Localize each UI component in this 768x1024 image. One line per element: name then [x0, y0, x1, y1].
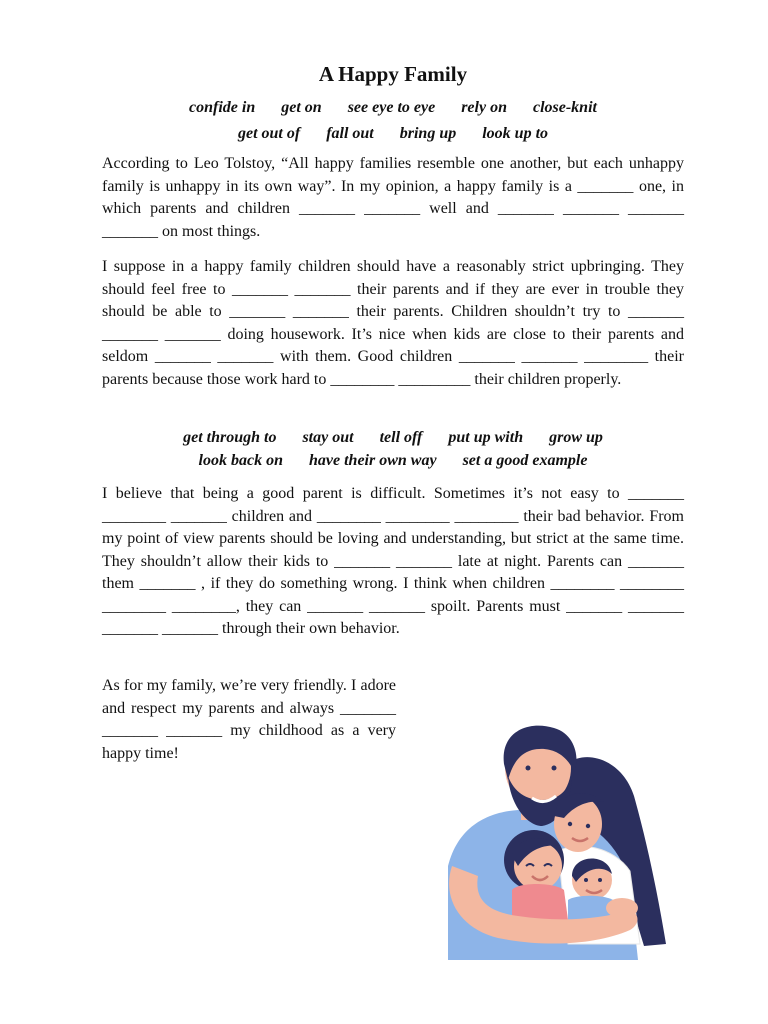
paragraph-3: I believe that being a good parent is difficult. Sometimes it’s not easy to _______ ________ _______ children and ________ ________ ________ their bad behavior. From my point of view parents should be loving and understanding, but strict at the same time. They shouldn’t allow their kids to _______ _______ late at night. Parents can _______ them _______ , if they do something wrong. I think when children ________ ________ ________ ________, they can _______ _______ spoilt. Parents must _______ _______ _______ _______ through their own behavior. [102, 485, 684, 637]
phrase: get on [281, 99, 322, 116]
phrase: bring up [399, 125, 457, 142]
phrase: rely on [461, 99, 507, 116]
phrase: look up to [482, 125, 549, 142]
paragraph-1: According to Leo Tolstoy, “All happy families resemble one another, but each unhappy family is unhappy in its own way”. In my opinion, a happy family is a _______ one, in which parents and children _______ _______ well and _______ _______ _______ _______ on most things. [102, 155, 684, 240]
phrase: look back on [198, 452, 283, 469]
phrase: see eye to eye [347, 99, 436, 116]
paragraph-4: As for my family, we’re very friendly. I adore and respect my parents and always _______ _______ _______ my childhood as a very happy time! [102, 677, 396, 762]
phrase-bank-2-row-1 [100, 428, 686, 448]
phrase-bank-1-row-2 [100, 124, 686, 144]
phrase-bank-1-row-1 [100, 98, 686, 118]
phrase: fall out [326, 125, 374, 142]
family-hug-icon [408, 676, 708, 960]
paragraph-2: I suppose in a happy family children should have a reasonably strict upbringing. They should feel free to _______ _______ their parents and if they are ever in trouble they should be able to _______ _______ their parents. Children shouldn’t try to _______ _______ _______ doing housework. It’s nice when kids are close to their parents and seldom _______ _______ with them. Good children _______ _______ ________ their parents because those work hard to ________ _________ their children properly. [102, 258, 684, 388]
phrase: stay out [302, 429, 354, 446]
phrase: grow up [549, 429, 603, 446]
phrase: put up with [448, 429, 524, 446]
phrase: have their own way [309, 452, 437, 469]
family-illustration [408, 676, 708, 960]
phrase-bank-2-row-2 [100, 451, 686, 471]
phrase: set a good example [462, 452, 588, 469]
page-title: A Happy Family [318, 62, 468, 86]
phrase: get through to [183, 429, 277, 446]
phrase: close-knit [532, 99, 597, 116]
phrase: tell off [379, 429, 423, 446]
phrase: get out of [237, 125, 301, 142]
phrase: confide in [189, 99, 256, 116]
